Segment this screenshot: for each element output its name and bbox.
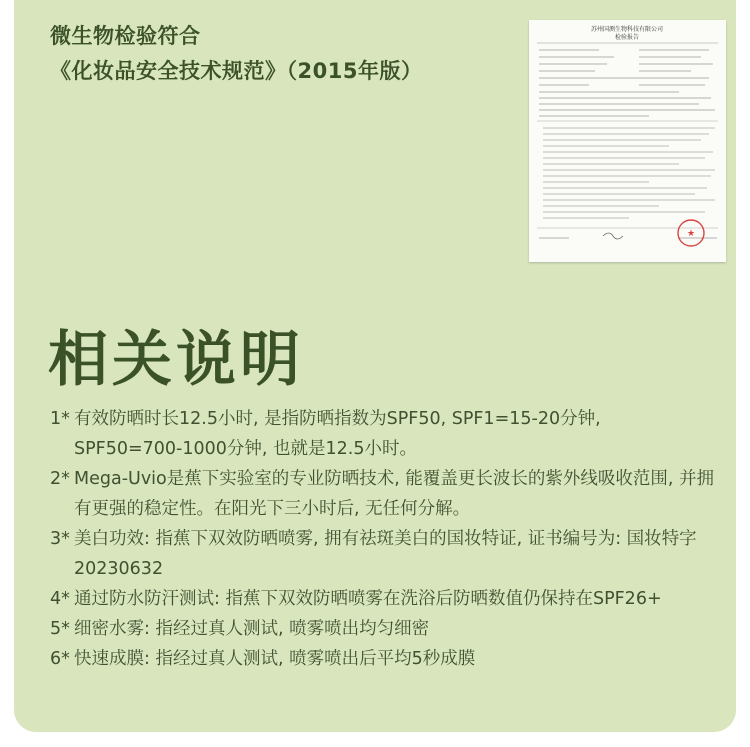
note-number: 6* [50,649,70,669]
note-number: 1* [50,409,70,429]
test-report-image [529,20,726,262]
notes-list [50,404,714,674]
note-text: 细密水雾: 指经过真人测试, 喷雾喷出均匀细密 [74,619,430,639]
report-doc-title: 检验报告 [614,34,640,41]
note-number: 5* [50,619,70,639]
note-text: Mega-Uvio是蕉下实验室的专业防晒技术, 能覆盖更长波长的紫外线吸收范围, 并拥有更强的稳定性。在阳光下三小时后, 无任何分解。 [74,469,714,519]
note-number: 2* [50,469,70,489]
note-item [50,644,714,674]
standard-line: 《化妆品安全技术规范》（2015年版） [50,59,423,83]
note-number: 3* [50,529,70,549]
content-card [14,0,736,732]
compliance-line: 微生物检验符合 [50,24,201,48]
report-org-name: 苏州国测生物科技有限公司 [590,26,664,33]
section-title: 相关说明 [48,325,304,395]
note-item [50,404,714,464]
note-text: 美白功效: 指蕉下双效防晒喷雾, 拥有祛斑美白的国妆特证, 证书编号为: 国妆特字 20230632 [74,529,697,579]
svg-text:★: ★ [686,229,696,239]
note-item [50,584,714,614]
note-number: 4* [50,589,70,609]
test-report-thumbnail [529,20,726,262]
note-item [50,464,714,524]
note-item [50,524,714,584]
note-text: 通过防水防汗测试: 指蕉下双效防晒喷雾在洗浴后防晒数值仍保持在SPF26+ [74,589,662,609]
note-item [50,614,714,644]
note-text: 有效防晒时长12.5小时, 是指防晒指数为SPF50, SPF1=15-20分钟, SPF50=700-1000分钟, 也就是12.5小时。 [74,409,601,459]
note-text: 快速成膜: 指经过真人测试, 喷雾喷出后平均5秒成膜 [74,649,476,669]
